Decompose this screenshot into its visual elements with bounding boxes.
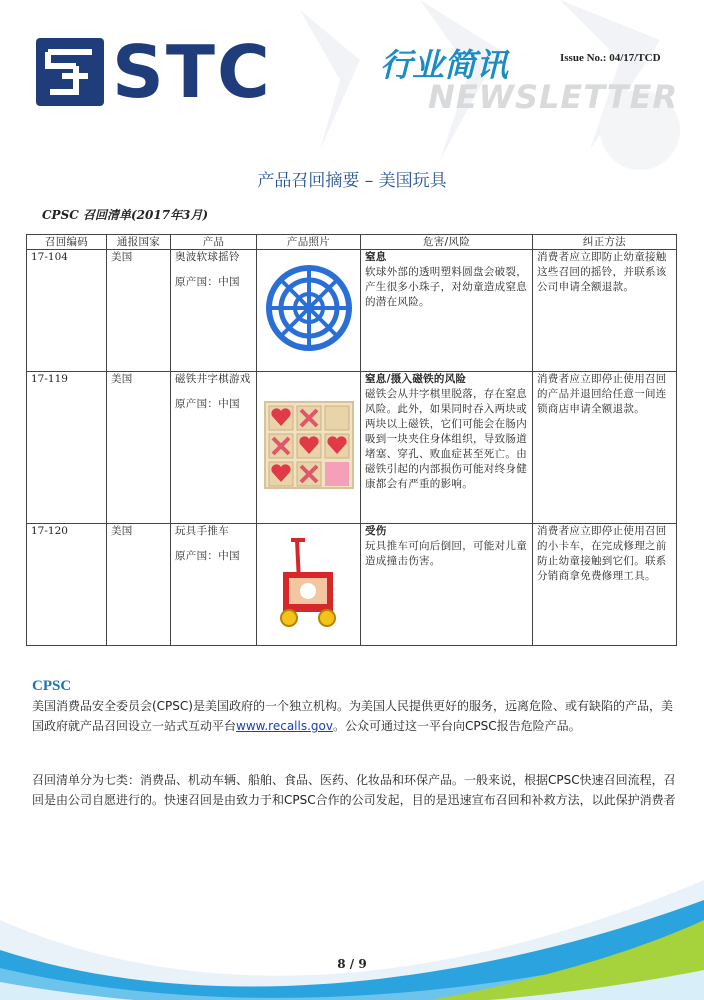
recall-country: 美国: [107, 524, 171, 646]
recall-code: 17-104: [27, 250, 107, 372]
logo-mark-icon: [36, 38, 104, 106]
cpsc-heading: CPSC: [32, 678, 72, 694]
product-origin: 原产国：中国: [175, 398, 240, 410]
cpsc-paragraph-2: 召回清单分为七类：消费品、机动车辆、船舶、食品、医药、化妆品和环保产品。一般来说，根据CPSC快速召回流程，召回是由公司自愿进行的。快速召回是由致力于和CPSC合作的公司发起，目的是迅速宣布召回和补救方法，以此保护消费者: [32, 773, 676, 807]
remedy-text: 消费者应立即防止幼童接触这些召回的摇铃，并联系该公司申请全额退款。: [533, 250, 677, 372]
recall-country: 美国: [107, 250, 171, 372]
table-header-row: [27, 235, 677, 250]
issue-number: Issue No.: 04/17/TCD: [560, 52, 661, 64]
stc-logo: [36, 30, 306, 114]
footer-wave-decoration: [0, 850, 704, 1000]
page-title: 产品召回摘要 – 美国玩具: [257, 171, 447, 191]
product-photo: [257, 524, 361, 646]
hazard-cell: [361, 372, 533, 524]
hazard-title: 受伤: [365, 525, 387, 537]
product-name: 磁铁井字棋游戏: [175, 373, 251, 385]
col-header-hazard: 危害/风险: [361, 235, 533, 250]
hazard-title: 窒息: [365, 251, 387, 263]
para1-after-link: 。公众可通过这一平台向CPSC报告危险产品。: [332, 719, 581, 733]
page-number: 8 / 9: [337, 957, 367, 971]
hazard-text: 玩具推车可向后倒回，可能对儿童造成撞击伤害。: [365, 540, 527, 567]
recalls-gov-link[interactable]: www.recalls.gov: [236, 719, 333, 733]
recall-code: 17-120: [27, 524, 107, 646]
table-row: [27, 372, 677, 524]
logo-text: STC: [112, 30, 272, 114]
product-photo: [257, 372, 361, 524]
product-cell: [171, 250, 257, 372]
product-cell: [171, 524, 257, 646]
hazard-title: 窒息/摄入磁铁的风险: [365, 373, 467, 385]
product-name: 玩具手推车: [175, 525, 229, 537]
recall-code: 17-119: [27, 372, 107, 524]
remedy-text: 消费者应立即停止使用召回的小卡车，在完成修理之前防止幼童接触到它们。联系分销商拿免费修理工具。: [533, 524, 677, 646]
col-header-country: 通报国家: [107, 235, 171, 250]
product-cell: [171, 372, 257, 524]
cpsc-paragraph-1: [32, 696, 682, 736]
recall-table: [26, 234, 677, 646]
col-header-code: 召回编码: [27, 235, 107, 250]
product-origin: 原产国：中国: [175, 550, 240, 562]
hazard-text: 软球外部的透明塑料圆盘会破裂，产生很多小珠子，对幼童造成窒息的潜在风险。: [365, 266, 527, 308]
hazard-text: 磁铁会从井字棋里脱落，存在窒息风险。此外，如果同时吞入两块或两块以上磁铁，它们可能会在肠内吸到一块夹住身体组织，导致肠道堵塞、穿孔、败血症甚至死亡。由磁铁引起的内部损伤可能对终身健康都会有严重的影响。: [365, 388, 527, 490]
product-photo: [257, 250, 361, 372]
ball-rattle-icon: [263, 258, 355, 358]
stc-logo-mark: [36, 38, 104, 106]
col-header-remedy: 纠正方法: [533, 235, 677, 250]
table-row: [27, 250, 677, 372]
push-cart-icon: [269, 532, 349, 632]
remedy-text: 消费者应立即停止使用召回的产品并退回给任意一间连锁商店申请全额退款。: [533, 372, 677, 524]
newsletter-en-title: NEWSLETTER: [428, 78, 679, 116]
hazard-cell: [361, 524, 533, 646]
product-origin: 原产国：中国: [175, 276, 240, 288]
newsletter-cn-title: 行业简讯: [380, 46, 509, 84]
table-row: [27, 524, 677, 646]
hazard-cell: [361, 250, 533, 372]
para1-before-link: 美国消费品安全委员会(CPSC)是美国政府的一个独立机构。为美国人民提供更好的服务，远离危险、或有缺陷的产品，美国政府就产品召回设立一站式互动平台: [32, 699, 673, 733]
col-header-product: 产品: [171, 235, 257, 250]
col-header-photo: 产品照片: [257, 235, 361, 250]
product-name: 奥波软球摇铃: [175, 251, 240, 263]
tic-tac-toe-icon: [263, 400, 355, 490]
recall-country: 美国: [107, 372, 171, 524]
recall-list-subtitle: CPSC 召回清单(2017年3月): [42, 208, 209, 222]
